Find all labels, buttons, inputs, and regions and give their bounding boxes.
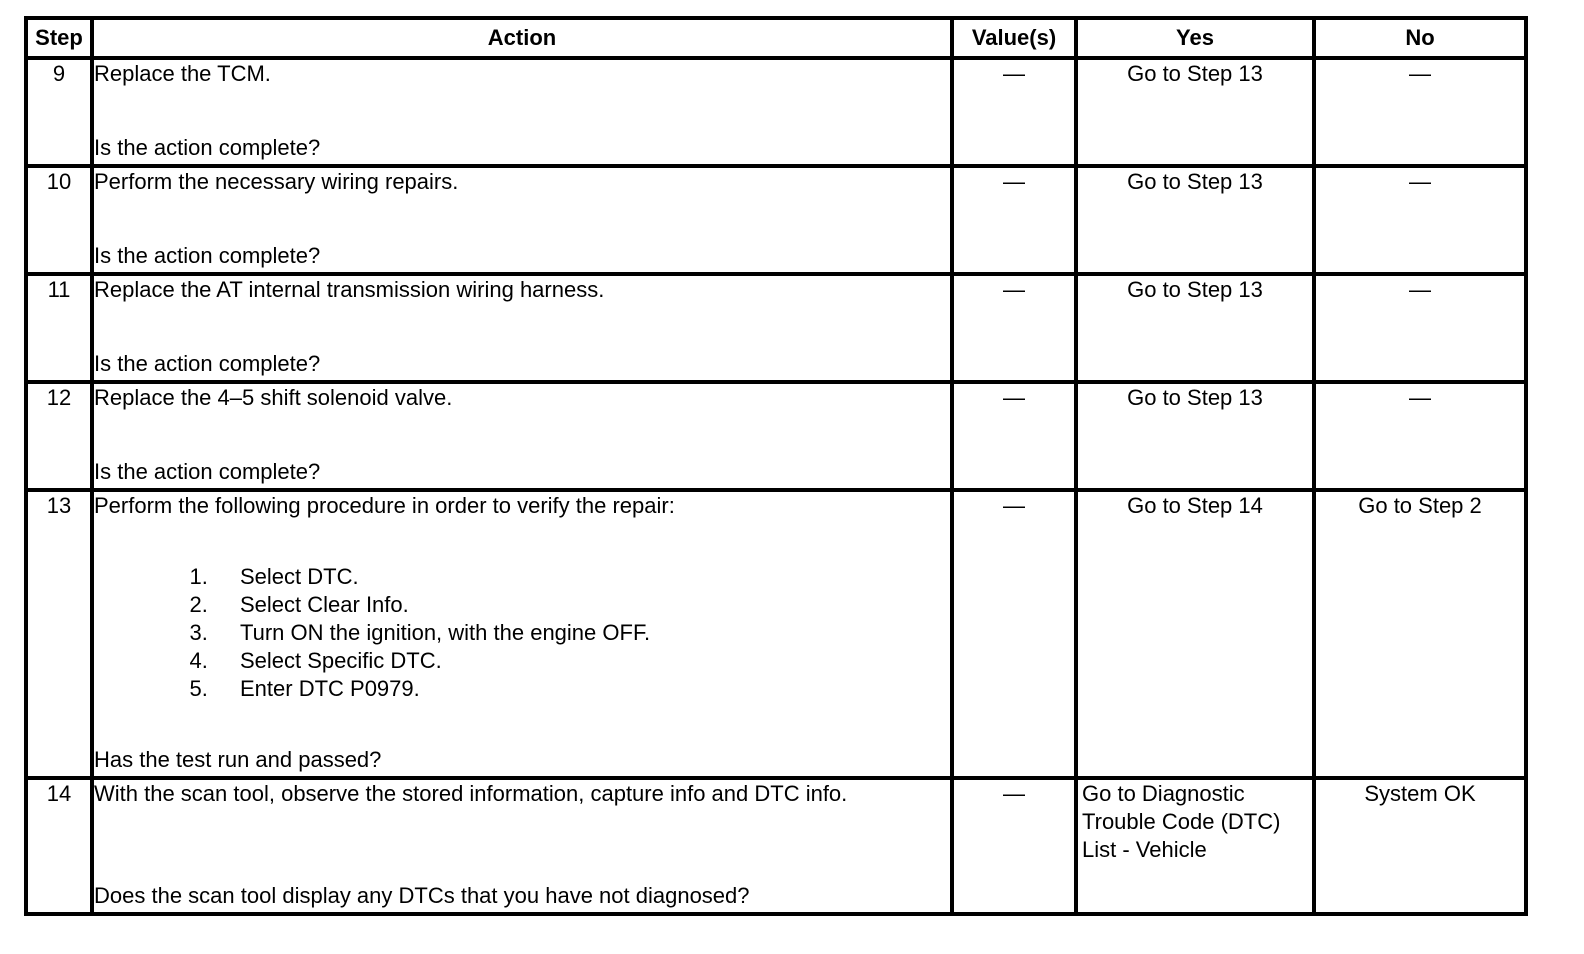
action-question: Does the scan tool display any DTCs that you have not diagnosed? <box>94 883 750 908</box>
table-row <box>26 58 1526 166</box>
no-cell: — <box>1314 166 1526 274</box>
action-text: Replace the 4–5 shift solenoid valve. <box>94 385 453 410</box>
procedure-step: 2. Select Clear Info. <box>214 591 950 619</box>
header-row <box>26 18 1526 58</box>
yes-cell: Go to Step 13 <box>1076 58 1314 166</box>
procedure-step: 4. Select Specific DTC. <box>214 647 950 675</box>
no-cell: — <box>1314 58 1526 166</box>
header-no: No <box>1314 18 1526 58</box>
action-question: Is the action complete? <box>94 243 321 268</box>
no-cell: Go to Step 2 <box>1314 490 1526 778</box>
yes-cell: Go to Step 13 <box>1076 382 1314 490</box>
value-cell: — <box>952 166 1076 274</box>
header-action: Action <box>92 18 952 58</box>
value-cell: — <box>952 58 1076 166</box>
header-step: Step <box>26 18 92 58</box>
action-cell <box>92 382 952 490</box>
procedure-step: 3. Turn ON the ignition, with the engine OFF. <box>214 619 950 647</box>
action-question: Is the action complete? <box>94 459 321 484</box>
no-cell: — <box>1314 274 1526 382</box>
value-cell: — <box>952 274 1076 382</box>
step-number: 12 <box>26 382 92 490</box>
header-values: Value(s) <box>952 18 1076 58</box>
procedure-step: 1. Select DTC. <box>214 563 950 591</box>
action-question: Is the action complete? <box>94 135 321 160</box>
action-cell <box>92 274 952 382</box>
action-cell <box>92 166 952 274</box>
action-question: Has the test run and passed? <box>94 747 382 772</box>
table-row <box>26 490 1526 778</box>
value-cell: — <box>952 490 1076 778</box>
action-cell <box>92 490 952 778</box>
action-question: Is the action complete? <box>94 351 321 376</box>
action-cell <box>92 58 952 166</box>
table-row <box>26 778 1526 914</box>
yes-cell: Go to Step 13 <box>1076 274 1314 382</box>
no-cell: System OK <box>1314 778 1526 914</box>
yes-cell: Go to Step 14 <box>1076 490 1314 778</box>
action-text: Replace the AT internal transmission wiring harness. <box>94 277 605 302</box>
value-cell: — <box>952 778 1076 914</box>
yes-cell: Go to Step 13 <box>1076 166 1314 274</box>
step-number: 11 <box>26 274 92 382</box>
step-number: 9 <box>26 58 92 166</box>
table-row <box>26 382 1526 490</box>
step-number: 13 <box>26 490 92 778</box>
table-row <box>26 166 1526 274</box>
action-text: Perform the necessary wiring repairs. <box>94 169 459 194</box>
procedure-list <box>94 563 950 703</box>
action-cell <box>92 778 952 914</box>
step-number: 14 <box>26 778 92 914</box>
header-yes: Yes <box>1076 18 1314 58</box>
value-cell: — <box>952 382 1076 490</box>
diagnostic-table <box>24 16 1528 916</box>
action-text: Replace the TCM. <box>94 61 271 86</box>
yes-cell <box>1076 778 1314 914</box>
table-row <box>26 274 1526 382</box>
procedure-step: 5. Enter DTC P0979. <box>214 675 950 703</box>
action-text: Perform the following procedure in order to verify the repair: <box>94 493 675 518</box>
step-number: 10 <box>26 166 92 274</box>
action-text: With the scan tool, observe the stored information, capture info and DTC info. <box>94 781 848 806</box>
dtc-list-link: Go to Diagnostic Trouble Code (DTC) List - Vehicle <box>1082 781 1281 862</box>
no-cell: — <box>1314 382 1526 490</box>
